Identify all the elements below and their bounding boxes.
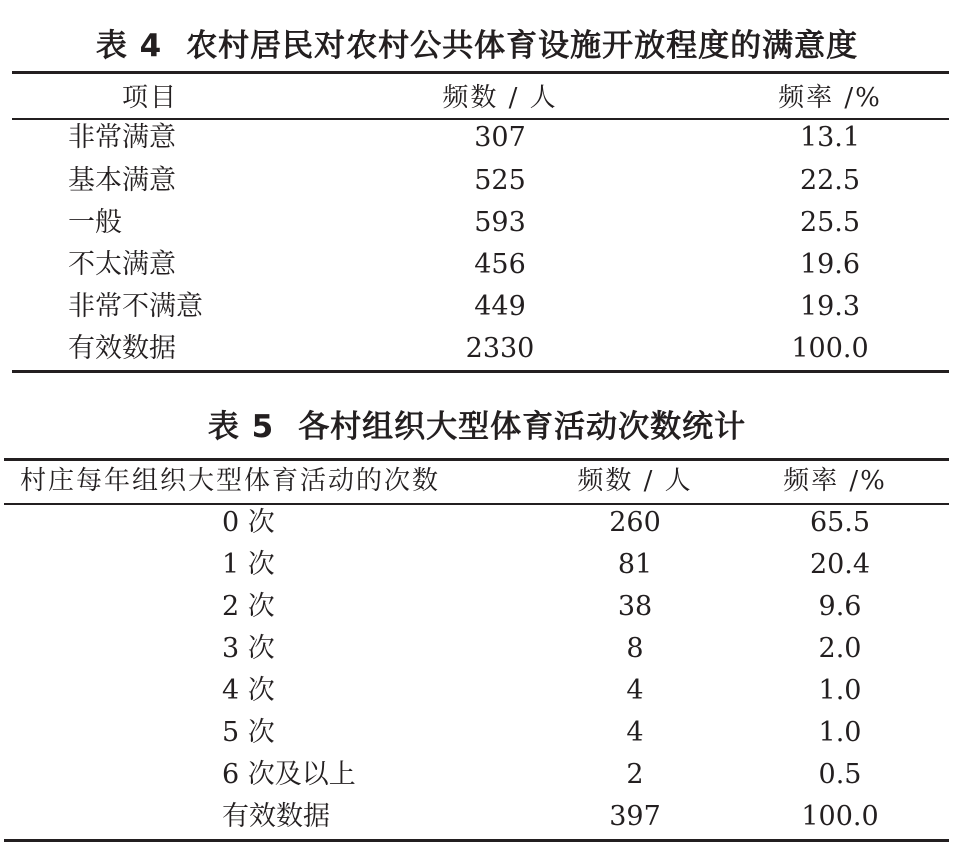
table4-cell-item: 一般 <box>68 207 122 238</box>
table4-cell-count: 456 <box>474 249 526 280</box>
table5-cell-item: 6 次及以上 <box>222 759 356 790</box>
table5-bottom-rule <box>4 839 949 842</box>
table5-cell-count: 2 <box>626 759 644 790</box>
table5-cell-rate: 0.5 <box>818 759 862 790</box>
table4-header-rate: 频率 /% <box>778 83 882 113</box>
table5-cell-rate: 100.0 <box>801 801 879 832</box>
table5-cell-rate: 2.0 <box>818 633 862 664</box>
table5-title-text: 各村组织大型体育活动次数统计 <box>298 409 747 445</box>
table5-cell-item: 3 次 <box>222 633 275 664</box>
table4-cell-item: 有效数据 <box>68 333 176 364</box>
table4-cell-rate: 25.5 <box>799 207 861 238</box>
table5-cell-rate: 20.4 <box>809 549 871 580</box>
table4-cell-count: 307 <box>474 122 526 153</box>
table4-cell-count: 525 <box>474 165 526 196</box>
table5-cell-count: 4 <box>626 717 644 748</box>
table4-top-rule <box>12 71 949 74</box>
table4-title-number: 表 4 <box>95 28 163 64</box>
table5-cell-rate: 1.0 <box>818 717 862 748</box>
table5-cell-count: 38 <box>617 591 653 622</box>
table4-cell-rate: 22.5 <box>799 165 861 196</box>
table4-cell-count: 593 <box>474 207 526 238</box>
table5-cell-item: 有效数据 <box>222 801 330 832</box>
table4-title <box>0 26 954 66</box>
table5-cell-item: 1 次 <box>222 549 275 580</box>
table4-title-text: 农村居民对农村公共体育设施开放程度的满意度 <box>186 28 859 64</box>
table4-cell-item: 不太满意 <box>68 249 176 280</box>
table5-cell-count: 81 <box>617 549 653 580</box>
table4-cell-rate: 19.3 <box>799 291 861 322</box>
table4-cell-count: 2330 <box>465 333 535 364</box>
table5-cell-rate: 1.0 <box>818 675 862 706</box>
table5-title <box>0 407 954 447</box>
table4-cell-item: 基本满意 <box>68 165 176 196</box>
table4-header-frequency: 频数 / 人 <box>442 83 558 113</box>
table4-cell-item: 非常不满意 <box>68 291 203 322</box>
table4-bottom-rule <box>12 370 949 373</box>
table5-cell-item: 0 次 <box>222 507 275 538</box>
table4-cell-rate: 100.0 <box>791 333 869 364</box>
table5-cell-item: 4 次 <box>222 675 275 706</box>
table5-cell-item: 2 次 <box>222 591 275 622</box>
table5-header-item: 村庄每年组织大型体育活动的次数 <box>20 466 441 496</box>
table5-cell-count: 397 <box>609 801 661 832</box>
table5-title-number: 表 5 <box>207 409 275 445</box>
table4-cell-rate: 13.1 <box>799 122 861 153</box>
table5-header-frequency: 频数 / 人 <box>577 466 693 496</box>
table4-cell-item: 非常满意 <box>68 122 176 153</box>
table5-header-rate: 频率 /% <box>783 466 887 496</box>
table5-cell-item: 5 次 <box>222 717 275 748</box>
table4-cell-rate: 19.6 <box>799 249 861 280</box>
table4-header-item: 项目 <box>121 83 178 113</box>
table5-cell-rate: 9.6 <box>818 591 862 622</box>
table5-cell-rate: 65.5 <box>809 507 871 538</box>
table5-cell-count: 4 <box>626 675 644 706</box>
table5-cell-count: 260 <box>609 507 661 538</box>
table5-cell-count: 8 <box>626 633 644 664</box>
table4-cell-count: 449 <box>474 291 526 322</box>
